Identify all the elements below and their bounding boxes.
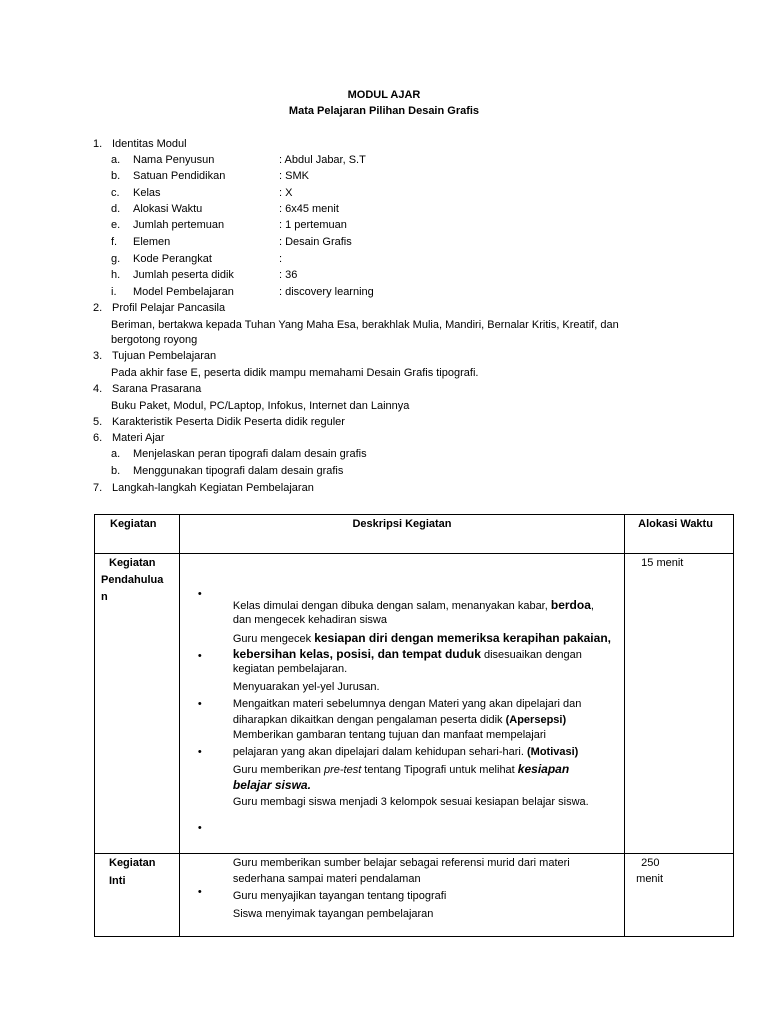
bullet-icon: • — [197, 746, 202, 758]
description-line: dan mengecek kehadiran siswa — [232, 614, 387, 626]
description-line: diharapkan dikaitkan dengan pengalaman peserta didik (Apersepsi) — [232, 714, 567, 726]
materi-letter: a. — [111, 448, 121, 460]
row-label-cell — [95, 854, 180, 937]
item-value: : 1 pertemuan — [279, 219, 347, 231]
description-line: belajar siswa. — [232, 778, 311, 792]
item-value: : 36 — [279, 269, 298, 281]
description-line: sederhana sampai materi pendalaman — [232, 873, 421, 885]
item-letter: c. — [111, 187, 120, 199]
row-label: Kegiatan — [109, 557, 156, 569]
description-line: Guru membagi siswa menjadi 3 kelompok sesuai kesiapan belajar siswa. — [232, 796, 589, 808]
item-value: : Abdul Jabar, S.T — [279, 154, 366, 166]
row-time-cell — [625, 854, 734, 937]
bullet-icon: • — [197, 886, 202, 898]
bullet-icon: • — [197, 698, 202, 710]
description-line: Guru mengecek kesiapan diri dengan memeriksa kerapihan pakaian, — [232, 631, 611, 645]
item-label: Alokasi Waktu — [133, 203, 203, 215]
item-value: : X — [279, 187, 293, 199]
item-label: Kode Perangkat — [133, 253, 212, 265]
item-value: : discovery learning — [279, 286, 374, 298]
materi-item: Menggunakan tipografi dalam desain grafis — [133, 465, 344, 477]
materi-letter: b. — [111, 465, 121, 477]
table-row-inti — [95, 854, 734, 937]
activity-table — [94, 514, 734, 937]
section-heading-tujuan: Tujuan Pembelajaran — [112, 350, 217, 362]
item-letter: d. — [111, 203, 121, 215]
header-cell-kegiatan — [95, 515, 180, 554]
item-label: Kelas — [133, 187, 161, 199]
time-value: menit — [636, 873, 664, 885]
tujuan-text: Pada akhir fase E, peserta didik mampu memahami Desain Grafis tipografi. — [111, 367, 479, 379]
section-heading-identitas: Identitas Modul — [112, 138, 187, 150]
description-line: kebersihan kelas, posisi, dan tempat duduk disesuaikan dengan — [232, 647, 582, 661]
item-letter: h. — [111, 269, 121, 281]
description-line: pelajaran yang akan dipelajari dalam kehidupan sehari-hari. (Motivasi) — [232, 746, 579, 758]
header-cell-alokasi — [625, 515, 734, 554]
document-title: MODUL AJAR — [347, 89, 421, 101]
bullet-icon: • — [197, 822, 202, 834]
document-subtitle: Mata Pelajaran Pilihan Desain Grafis — [288, 105, 480, 117]
section-heading-karakteristik: Karakteristik Peserta Didik Peserta didik reguler — [112, 416, 345, 428]
item-label: Elemen — [133, 236, 171, 248]
sarana-text: Buku Paket, Modul, PC/Laptop, Infokus, Internet dan Lainnya — [111, 400, 410, 412]
section-number: 7. — [93, 482, 103, 494]
header-cell-deskripsi — [179, 515, 624, 554]
item-value: : Desain Grafis — [279, 236, 352, 248]
section-heading-profil: Profil Pelajar Pancasila — [112, 302, 226, 314]
item-letter: e. — [111, 219, 121, 231]
description-line: Kelas dimulai dengan dibuka dengan salam, menanyakan kabar, berdoa, — [232, 598, 594, 612]
header-deskripsi: Deskripsi Kegiatan — [352, 518, 452, 530]
item-letter: a. — [111, 154, 121, 166]
description-line: Guru menyajikan tayangan tentang tipografi — [232, 890, 447, 902]
time-value: 250 — [641, 857, 660, 869]
description-line: Memberikan gambaran tentang tujuan dan manfaat mempelajari — [232, 729, 546, 741]
row-label: Kegiatan — [109, 857, 156, 869]
bullet-icon: • — [197, 650, 202, 662]
item-label: Satuan Pendidikan — [133, 170, 226, 182]
item-label: Jumlah pertemuan — [133, 219, 225, 231]
section-number: 3. — [93, 350, 103, 362]
description-line: Siswa menyimak tayangan pembelajaran — [232, 908, 434, 920]
item-label: Model Pembelajaran — [133, 286, 234, 298]
row-label: n — [101, 591, 108, 603]
header-kegiatan: Kegiatan — [110, 518, 157, 530]
bullet-icon: • — [197, 588, 202, 600]
description-line: Guru memberikan pre-test tentang Tipografi untuk melihat kesiapan — [232, 762, 570, 776]
item-letter: f. — [111, 236, 118, 248]
item-letter: b. — [111, 170, 121, 182]
header-alokasi: Alokasi Waktu — [638, 518, 713, 530]
profil-text: bergotong royong — [111, 334, 198, 346]
item-value: : SMK — [279, 170, 309, 182]
row-label: Inti — [109, 875, 126, 887]
materi-item: Menjelaskan peran tipografi dalam desain grafis — [133, 448, 367, 460]
item-label: Nama Penyusun — [133, 154, 215, 166]
section-number: 6. — [93, 432, 103, 444]
table-row-pendahuluan — [95, 554, 734, 854]
section-heading-sarana: Sarana Prasarana — [112, 383, 202, 395]
description-line: Menyuarakan yel-yel Jurusan. — [232, 681, 380, 693]
row-label: Pendahulua — [101, 574, 164, 586]
item-value: : — [279, 253, 283, 265]
section-number: 5. — [93, 416, 103, 428]
section-number: 2. — [93, 302, 103, 314]
description-line: Guru memberikan sumber belajar sebagai referensi murid dari materi — [232, 857, 570, 869]
item-label: Jumlah peserta didik — [133, 269, 234, 281]
description-line: Mengaitkan materi sebelumnya dengan Materi yang akan dipelajari dan — [232, 698, 582, 710]
row-label-cell — [95, 554, 180, 854]
section-heading-langkah: Langkah-langkah Kegiatan Pembelajaran — [112, 482, 314, 494]
item-letter: i. — [111, 286, 117, 298]
section-heading-materi: Materi Ajar — [112, 432, 165, 444]
table-header-row — [95, 515, 734, 554]
time-value: 15 menit — [641, 557, 684, 569]
item-value: : 6x45 menit — [279, 203, 339, 215]
profil-text: Beriman, bertakwa kepada Tuhan Yang Maha Esa, berakhlak Mulia, Mandiri, Bernalar Kritis, Kreatif, dan — [111, 319, 619, 331]
row-description-cell — [179, 554, 624, 854]
section-number: 1. — [93, 138, 103, 150]
row-time-cell — [625, 554, 734, 854]
item-letter: g. — [111, 253, 121, 265]
row-description-cell — [179, 854, 624, 937]
section-number: 4. — [93, 383, 103, 395]
description-line: kegiatan pembelajaran. — [232, 663, 348, 675]
